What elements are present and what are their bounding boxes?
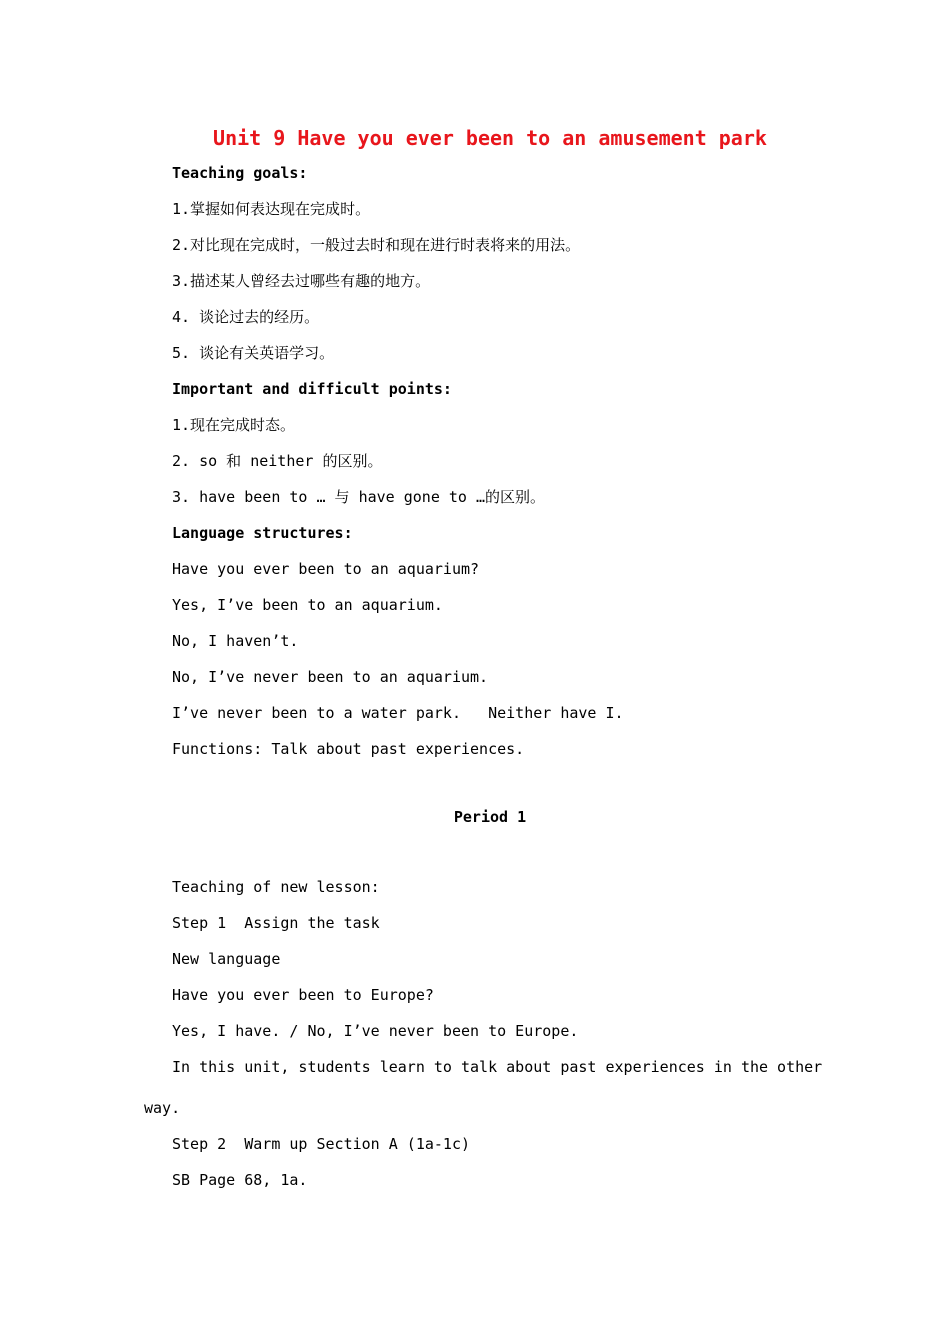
example-question: Have you ever been to Europe? — [172, 986, 434, 1004]
sb-reference: SB Page 68, 1a. — [172, 1171, 308, 1189]
goal-item: 5. 谈论有关英语学习。 — [172, 344, 335, 362]
point-item: 1.现在完成时态。 — [172, 416, 296, 434]
page-title: Unit 9 Have you ever been to an amusement park — [213, 126, 767, 150]
teaching-goals-heading: Teaching goals: — [172, 164, 308, 182]
example-answer: Yes, I have. / No, I’ve never been to Europe. — [172, 1022, 579, 1040]
goal-item: 3.描述某人曾经去过哪些有趣的地方。 — [172, 272, 431, 290]
structure-item: Yes, I’ve been to an aquarium. — [172, 596, 443, 614]
functions-line: Functions: Talk about past experiences. — [172, 740, 525, 758]
step-2: Step 2 Warm up Section A (1a-1c) — [172, 1135, 471, 1153]
paragraph-line: In this unit, students learn to talk about past experiences in the other — [172, 1058, 823, 1076]
point-item: 3. have been to … 与 have gone to …的区别。 — [172, 488, 546, 506]
step-1: Step 1 Assign the task — [172, 914, 380, 932]
structure-item: No, I’ve never been to an aquarium. — [172, 668, 489, 686]
structure-item: Have you ever been to an aquarium? — [172, 560, 480, 578]
goal-item: 4. 谈论过去的经历。 — [172, 308, 320, 326]
important-points-heading: Important and difficult points: — [172, 380, 452, 398]
paragraph-line: way. — [144, 1099, 181, 1117]
language-structures-heading: Language structures: — [172, 524, 353, 542]
point-item: 2. so 和 neither 的区别。 — [172, 452, 383, 470]
lesson-intro: Teaching of new lesson: — [172, 878, 380, 896]
goal-item: 1.掌握如何表达现在完成时。 — [172, 200, 371, 218]
new-language-label: New language — [172, 950, 281, 968]
structure-item: I’ve never been to a water park. Neither have I. — [172, 704, 624, 722]
period-heading: Period 1 — [453, 808, 527, 826]
structure-item: No, I haven’t. — [172, 632, 299, 650]
goal-item: 2.对比现在完成时，一般过去时和现在进行时表将来的用法。 — [172, 236, 581, 254]
